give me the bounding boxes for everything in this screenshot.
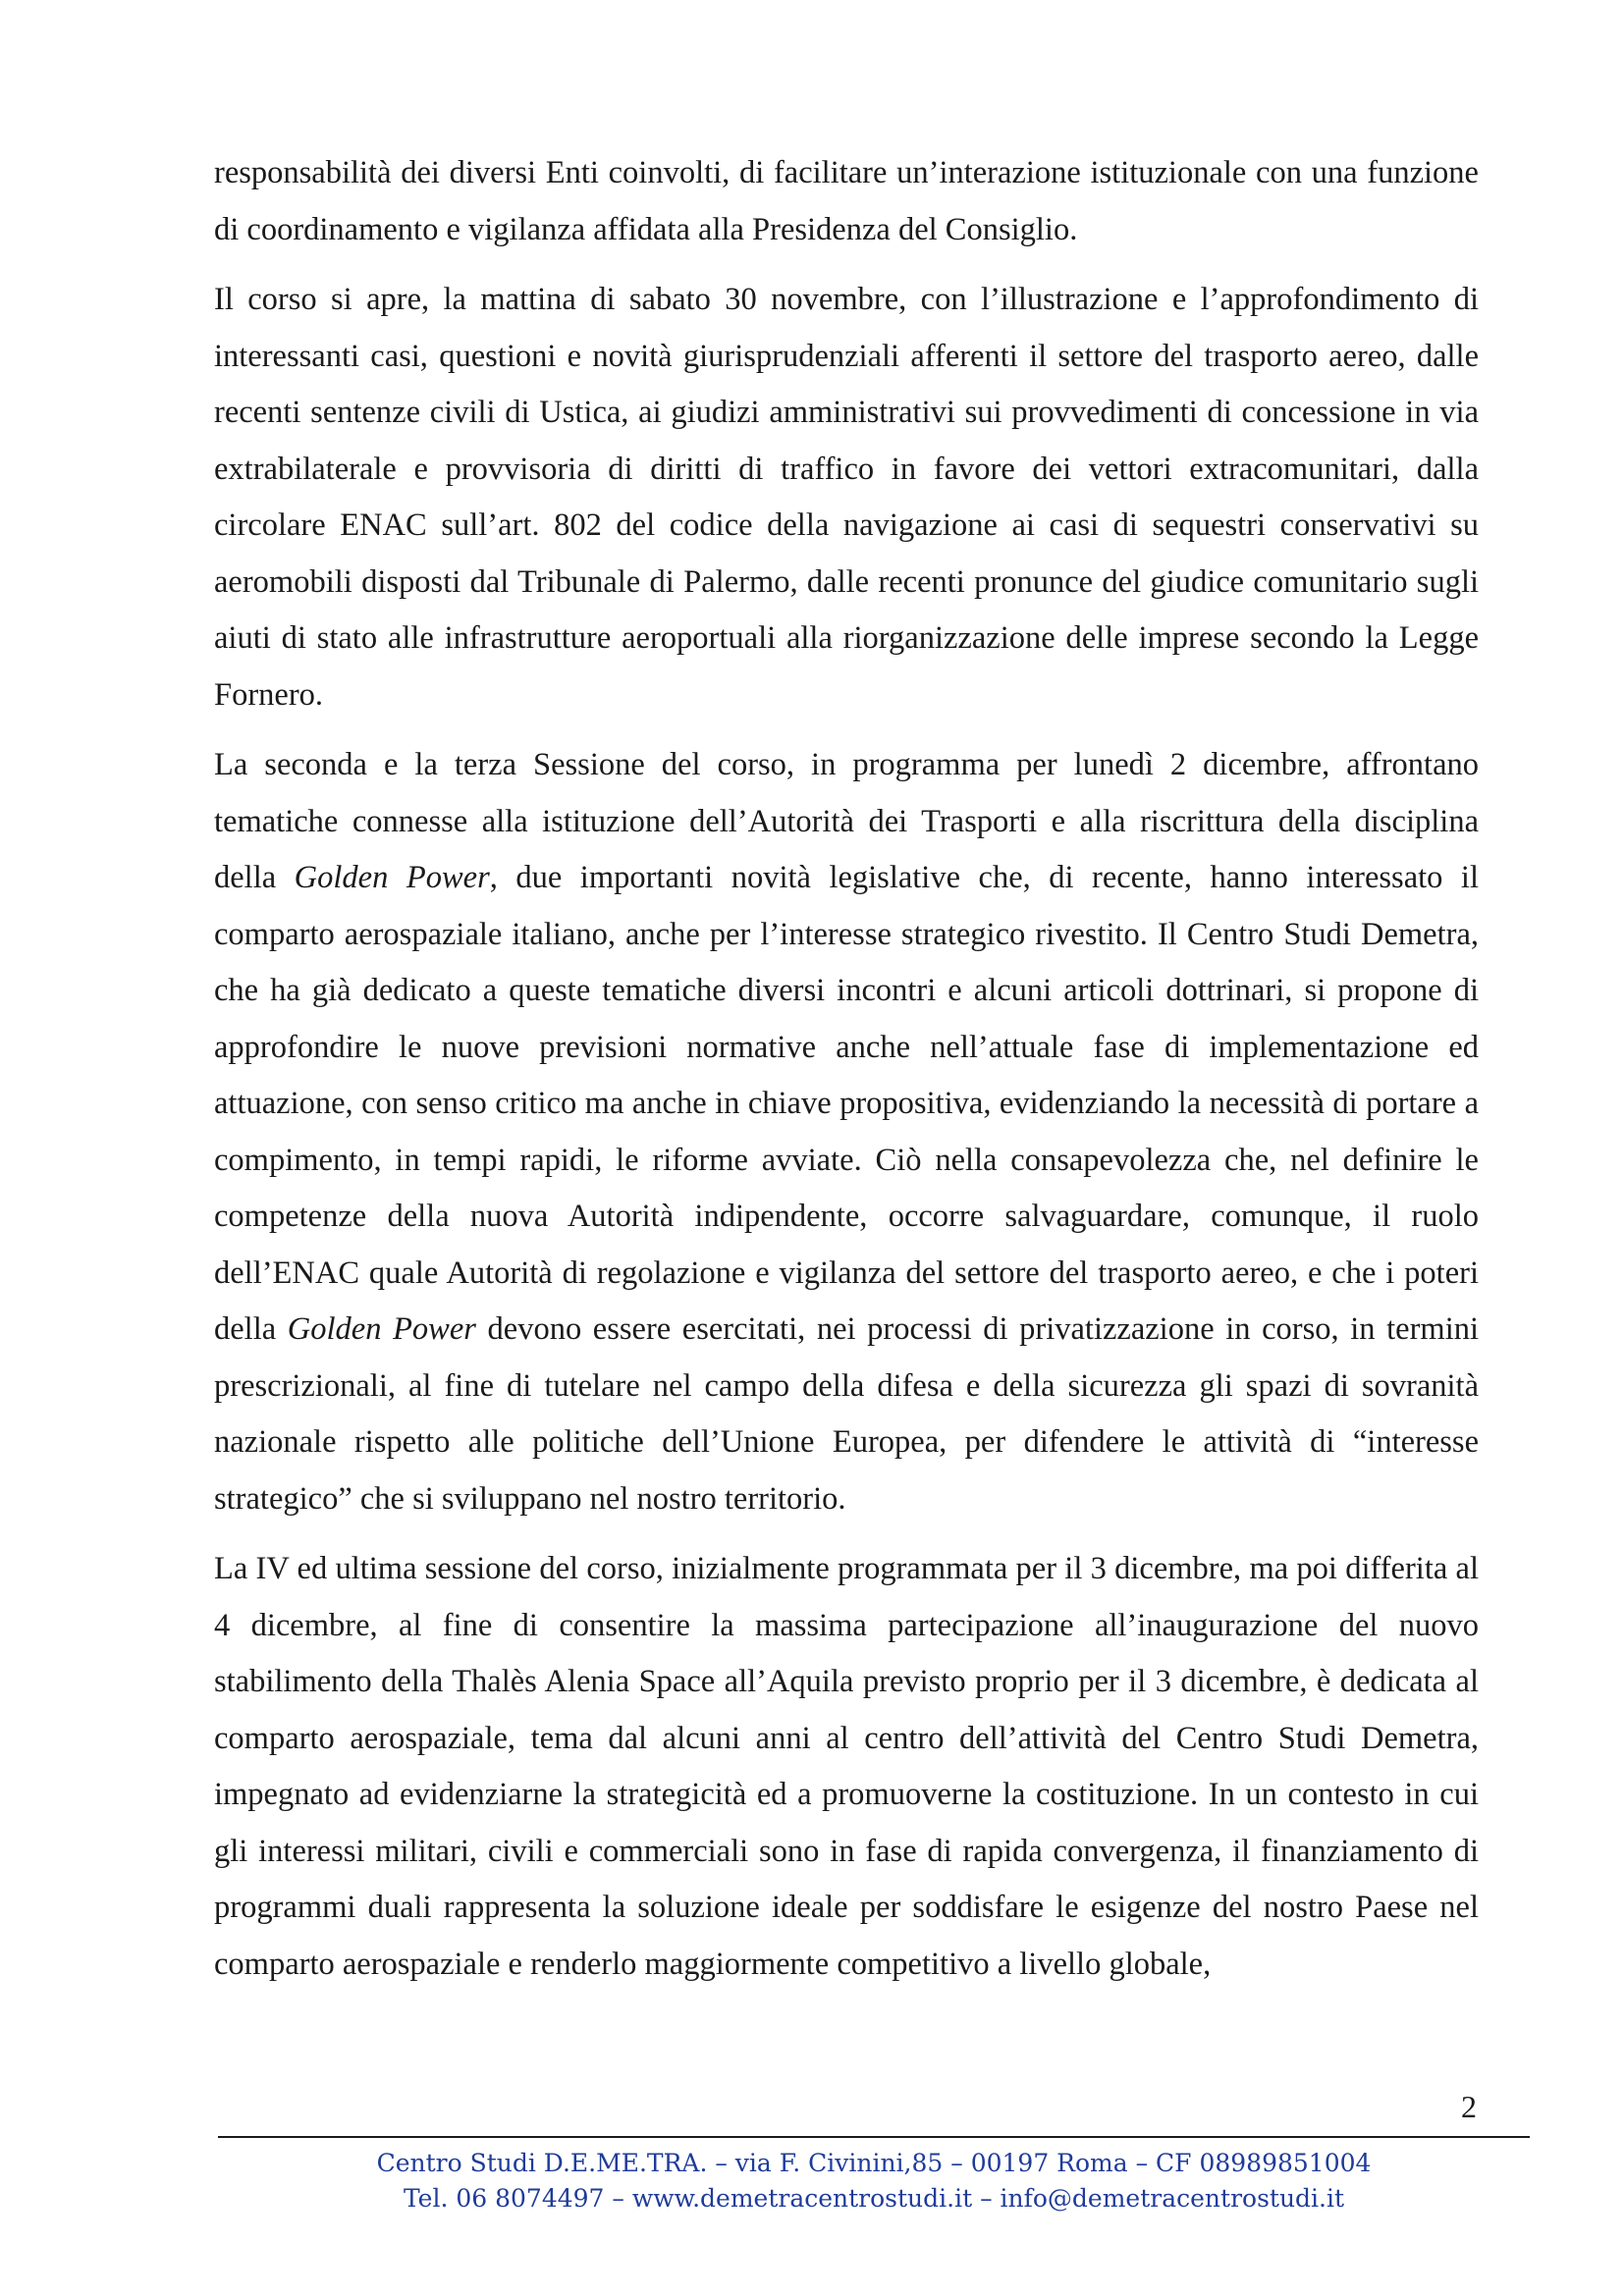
- paragraph: [214, 272, 1479, 723]
- page-number: 2: [1461, 2089, 1477, 2124]
- paragraph-text: , due importanti novità legislative che, di recente, hanno interessato il comparto aerospaziale italiano, anche per l’interesse strategico rivestito. Il Centro Studi Demetra, che ha già dedicato a queste tematiche diversi incontri e alcuni articoli dottrinari, si propone di approfondire le nuove previsioni normative anche nell’attuale fase di implementazione ed attuazione, con senso critico ma anche in chiave propositiva, evidenziando la necessità di portare a compimento, in tempi rapidi, le riforme avviate. Ciò nella consapevolezza che, nel definire le competenze della nuova Autorità indipendente, occorre salvaguardare, comunque, il ruolo dell’ENAC quale Autorità di regolazione e vigilanza del settore del trasporto aereo, e che i poteri della: [214, 860, 1479, 1347]
- page-footer: [218, 2146, 1530, 2216]
- paragraph-text: responsabilità dei diversi Enti coinvolti, di facilitare un’interazione istituzionale con una funzione di coordinamento e vigilanza affidata alla Presidenza del Consiglio.: [214, 155, 1479, 247]
- paragraph-text: La seconda e la terza Sessione del corso, in programma per lunedì 2 dicembre, affrontano tematiche connesse alla istituzione dell’Autorità dei Trasporti e alla riscrittura della disciplina della: [214, 747, 1479, 895]
- body-text: [214, 145, 1479, 2006]
- paragraph: [214, 145, 1479, 258]
- italic-term: Golden Power: [294, 860, 490, 895]
- footer-contact-line: Tel. 06 8074497 – www.demetracentrostudi.it – info@demetracentrostudi.it: [403, 2184, 1345, 2213]
- paragraph: [214, 737, 1479, 1527]
- paragraph-text: Il corso si apre, la mattina di sabato 30 novembre, con l’illustrazione e l’approfondimento di interessanti casi, questioni e novità giurisprudenziali afferenti il settore del trasporto aereo, dalle recenti sentenze civili di Ustica, ai giudizi amministrativi sui provvedimenti di concessione in via extrabilaterale e provvisoria di diritti di traffico in favore dei vettori extracomunitari, dalla circolare ENAC sull’art. 802 del codice della navigazione ai casi di sequestri conservativi su aeromobili disposti dal Tribunale di Palermo, dalle recenti pronunce del giudice comunitario sugli aiuti di stato alle infrastrutture aeroportuali alla riorganizzazione delle imprese secondo la Legge Fornero.: [214, 282, 1479, 713]
- footer-divider: [218, 2136, 1530, 2138]
- paragraph-text: La IV ed ultima sessione del corso, inizialmente programmata per il 3 dicembre, ma poi differita al 4 dicembre, al fine di consentire la massima partecipazione all’inaugurazione del nuovo stabilimento della Thalès Alenia Space all’Aquila previsto proprio per il 3 dicembre, è dedicata al comparto aerospaziale, tema dal alcuni anni al centro dell’attività del Centro Studi Demetra, impegnato ad evidenziarne la strategicità ed a promuoverne la costituzione. In un contesto in cui gli interessi militari, civili e commerciali sono in fase di rapida convergenza, il finanziamento di programmi duali rappresenta la soluzione ideale per soddisfare le esigenze del nostro Paese nel comparto aerospaziale e renderlo maggiormente competitivo a livello globale,: [214, 1551, 1479, 1982]
- footer-address-line: Centro Studi D.E.ME.TRA. – via F. Civinini,85 – 00197 Roma – CF 08989851004: [376, 2149, 1372, 2177]
- paragraph-text: devono essere esercitati, nei processi di privatizzazione in corso, in termini prescrizionali, al fine di tutelare nel campo della difesa e della sicurezza gli spazi di sovranità nazionale rispetto alle politiche dell’Unione Europea, per difendere le attività di “interesse strategico” che si sviluppano nel nostro territorio.: [214, 1311, 1479, 1517]
- paragraph: [214, 1541, 1479, 1993]
- italic-term: Golden Power: [287, 1311, 476, 1347]
